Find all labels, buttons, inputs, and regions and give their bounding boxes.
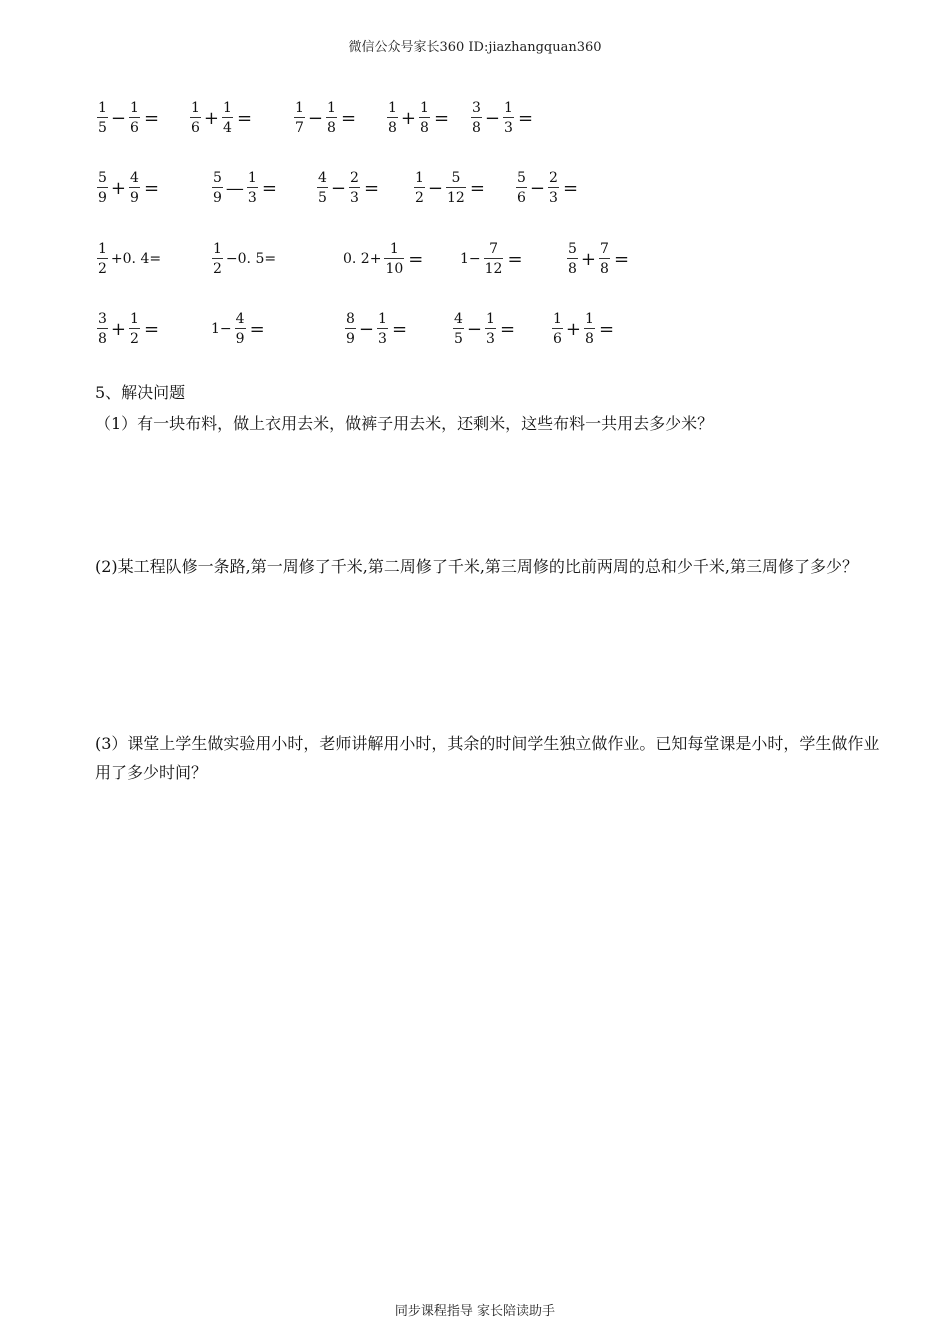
fraction: $\frac{3}{8}$ [472,100,481,136]
fraction: $\frac{5}{9}$ [98,170,107,206]
expression [95,304,159,354]
expression [95,234,162,284]
fraction: $\frac{5}{9}$ [213,170,222,206]
fraction: $\frac{1}{6}$ [191,100,200,136]
fraction: $\frac{1}{6}$ [553,311,562,347]
equals-sign: = [408,248,424,270]
exercise-row-4 [0,304,950,354]
fraction: $\frac{1}{3}$ [504,100,513,136]
fraction: $\frac{4}{5}$ [454,311,463,347]
equals-sign: = [143,107,160,129]
exercise-row-3 [0,234,950,284]
operator: + [400,107,417,129]
page-footer: 同步课程指导 家长陪读助手 [394,1304,556,1319]
fraction: $\frac{4}{5}$ [318,170,327,206]
fraction: $\frac{1}{8}$ [585,311,594,347]
expression-tail: +0. 4= [110,251,162,267]
exercise-row-1 [0,93,950,143]
word-problem-2: (2)某工程队修一条路,第一周修了千米,第二周修了千米,第三周修的比前两周的总和少千米,第三周修了多少？ [95,557,859,576]
operator: − [358,318,375,340]
expression [342,234,423,284]
equals-sign: = [340,107,357,129]
operator: − [307,107,324,129]
operator: − [110,107,127,129]
word-problem-1: （1）有一块布料，做上衣用去米，做裤子用去米，还剩米，这些布料一共用去多少米？ [95,414,714,433]
expression [565,234,629,284]
fraction: $\frac{1}{3}$ [378,311,387,347]
expression [514,163,578,213]
equals-sign: = [249,318,265,340]
operator: + [580,248,597,270]
fraction: $\frac{7}{8}$ [600,241,609,277]
equals-sign: = [433,107,450,129]
expression-lead: 0. 2+ [343,251,382,267]
fraction: $\frac{1}{2}$ [213,241,222,277]
operator: − [529,177,546,199]
expression [315,163,379,213]
equals-sign: = [143,318,160,340]
fraction: $\frac{1}{6}$ [130,100,139,136]
fraction: $\frac{4}{9}$ [235,311,245,347]
expression [451,304,515,354]
exercise-row-2 [0,163,950,213]
fraction: $\frac{5}{12}$ [447,170,465,206]
equals-sign: = [499,318,516,340]
fraction: $\frac{1}{3}$ [486,311,495,347]
page-header: 微信公众号家长360 ID:jiazhangquan360 [348,40,602,55]
expression [210,163,277,213]
equals-sign: = [391,318,408,340]
operator: − [484,107,501,129]
fraction: $\frac{5}{8}$ [568,241,577,277]
fraction: $\frac{4}{9}$ [130,170,139,206]
expression [343,304,407,354]
fraction: $\frac{1}{7}$ [295,100,304,136]
expression [95,93,159,143]
fraction: $\frac{1}{5}$ [98,100,107,136]
expression [469,93,533,143]
fraction: $\frac{8}{9}$ [346,311,355,347]
word-problem-3: (3）课堂上学生做实验用小时，老师讲解用小时，其余的时间学生独立做作业。已知每堂课是小时，学生做作业用了多少时间？ [95,734,880,782]
expression [412,163,485,213]
operator: + [203,107,220,129]
fraction: $\frac{5}{6}$ [517,170,526,206]
operator: + [110,177,127,199]
operator: — [225,177,244,199]
expression [385,93,449,143]
fraction: $\frac{2}{3}$ [549,170,558,206]
section-title: 5、解决问题 [95,383,186,402]
equals-sign: = [261,177,277,199]
expression [550,304,614,354]
expression [188,93,252,143]
operator: + [110,318,127,340]
fraction: $\frac{1}{2}$ [98,241,107,277]
expression [459,234,523,284]
equals-sign: = [236,107,253,129]
expression [210,304,265,354]
expression [210,234,277,284]
fraction: $\frac{1}{10}$ [385,241,404,277]
fraction: $\frac{3}{8}$ [98,311,107,347]
fraction: $\frac{1}{2}$ [415,170,424,206]
fraction: $\frac{1}{8}$ [388,100,397,136]
operator: + [565,318,582,340]
equals-sign: = [363,177,380,199]
equals-sign: = [507,248,523,270]
expression [95,163,159,213]
expression [292,93,356,143]
fraction: $\frac{7}{12}$ [484,241,503,277]
equals-sign: = [598,318,615,340]
fraction: $\frac{1}{4}$ [223,100,232,136]
equals-sign: = [562,177,579,199]
operator: − [466,318,483,340]
fraction: $\frac{1}{3}$ [247,170,257,206]
expression-lead: 1− [211,321,232,337]
fraction: $\frac{2}{3}$ [350,170,359,206]
fraction: $\frac{1}{2}$ [130,311,139,347]
fraction: $\frac{1}{8}$ [327,100,336,136]
expression-lead: 1− [460,251,481,267]
fraction: $\frac{1}{8}$ [420,100,429,136]
operator: − [427,177,444,199]
equals-sign: = [143,177,160,199]
expression-tail: −0. 5= [225,251,277,267]
equals-sign: = [469,177,485,199]
equals-sign: = [613,248,630,270]
equals-sign: = [517,107,534,129]
operator: − [330,177,347,199]
